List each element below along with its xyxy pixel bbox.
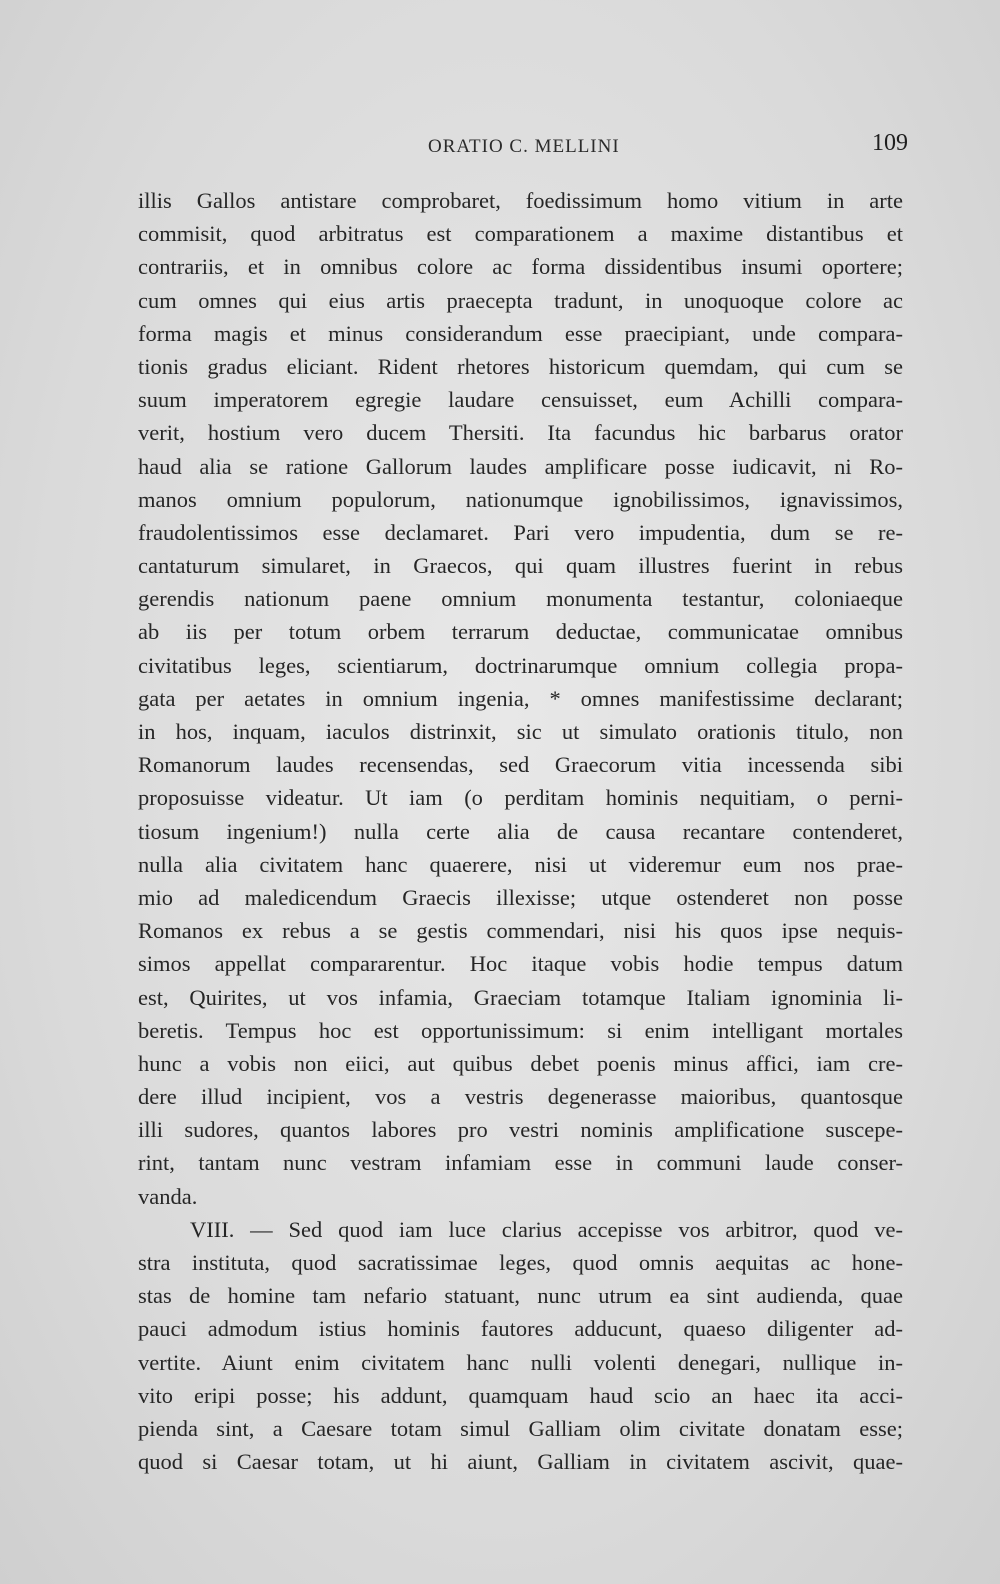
text-line: fraudolentissimos esse declamaret. Pari vero impudentia, dum se re- <box>138 519 903 545</box>
section-heading-line: VIII. — Sed quod iam luce clarius accepisse vos arbitror, quod ve- <box>190 1216 903 1242</box>
text-line: civitatibus leges, scientiarum, doctrinarumque omnium collegia propa- <box>138 652 903 678</box>
text-line: mio ad maledicendum Graecis illexisse; utque ostenderet non posse <box>138 884 903 910</box>
text-line: tionis gradus eliciant. Rident rhetores historicum quemdam, qui cum se <box>138 353 903 379</box>
text-line: vito eripi posse; his addunt, quamquam haud scio an haec ita acci- <box>138 1382 903 1408</box>
running-title: ORATIO C. MELLINI <box>428 136 620 157</box>
text-line: pienda sint, a Caesare totam simul Galliam olim civitate donatam esse; <box>138 1415 903 1441</box>
text-line: pauci admodum istius hominis fautores adducunt, quaeso diligenter ad- <box>138 1316 903 1342</box>
text-line: forma magis et minus considerandum esse praecipiant, unde compara- <box>138 320 903 346</box>
text-line: manos omnium populorum, nationumque ignobilissimos, ignavissimos, <box>138 486 903 512</box>
text-line: simos appellat compararentur. Hoc itaque vobis hodie tempus datum <box>138 951 903 977</box>
text-line: nulla alia civitatem hanc quaerere, nisi ut videremur eum nos prae- <box>138 851 903 877</box>
page-number: 109 <box>872 130 908 156</box>
text-line: illis Gallos antistare comprobaret, foedissimum homo vitium in arte <box>138 188 903 213</box>
text-line: Romanos ex rebus a se gestis commendari, nisi his quos ipse nequis- <box>138 918 903 944</box>
text-line: gerendis nationum paene omnium monumenta testantur, coloniaeque <box>138 586 903 612</box>
text-line: haud alia se ratione Gallorum laudes amplificare posse iudicavit, ni Ro- <box>138 453 903 479</box>
text-line: verit, hostium vero ducem Thersiti. Ita facundus hic barbarus orator <box>138 420 903 446</box>
running-header <box>138 130 908 162</box>
text-line: hunc a vobis non eiici, aut quibus debet poenis minus affici, iam cre- <box>138 1050 903 1076</box>
text-line: contrariis, et in omnibus colore ac forma dissidentibus insumi oportere; <box>138 254 903 280</box>
text-line: proposuisse videatur. Ut iam (o perditam hominis nequitiam, o perni- <box>138 785 903 811</box>
text-line: Romanorum laudes recensendas, sed Graecorum vitia incessenda sibi <box>138 752 903 778</box>
text-line: commisit, quod arbitratus est comparationem a maxime distantibus et <box>138 221 903 247</box>
text-line: tiosum ingenium!) nulla certe alia de causa recantare contenderet, <box>138 818 903 844</box>
text-line: stra instituta, quod sacratissimae leges, quod omnis aequitas ac hone- <box>138 1250 903 1275</box>
text-line: ab iis per totum orbem terrarum deductae, communicatae omnibus <box>138 619 903 645</box>
text-line: beretis. Tempus hoc est opportunissimum: si enim intelligant mortales <box>138 1017 903 1043</box>
text-line: vertite. Aiunt enim civitatem hanc nulli volenti denegari, nullique in- <box>138 1349 903 1375</box>
text-line: est, Quirites, ut vos infamia, Graeciam totamque Italiam ignominia li- <box>138 984 903 1010</box>
text-line: cum omnes qui eius artis praecepta tradunt, in unoquoque colore ac <box>138 287 903 313</box>
text-line: cantaturum simularet, in Graecos, qui quam illustres fuerint in rebus <box>138 553 903 579</box>
body-text <box>138 184 903 1478</box>
text-line: rint, tantam nunc vestram infamiam esse in communi laude conser- <box>138 1150 903 1176</box>
text-line: in hos, inquam, iaculos distrinxit, sic ut simulato orationis titulo, non <box>138 719 903 744</box>
paragraph-end-line: vanda. <box>138 1183 198 1209</box>
text-line: suum imperatorem egregie laudare censuisset, eum Achilli compara- <box>138 387 903 413</box>
text-line: dere illud incipient, vos a vestris degenerasse maioribus, quantosque <box>138 1084 903 1110</box>
text-line: quod si Caesar totam, ut hi aiunt, Galliam in civitatem ascivit, quae- <box>138 1449 903 1475</box>
text-line: gata per aetates in omnium ingenia, * omnes manifestissime declarant; <box>138 685 903 711</box>
text-line: stas de homine tam nefario statuant, nunc utrum ea sint audienda, quae <box>138 1283 903 1309</box>
text-line: illi sudores, quantos labores pro vestri nominis amplificatione suscepe- <box>138 1117 903 1143</box>
